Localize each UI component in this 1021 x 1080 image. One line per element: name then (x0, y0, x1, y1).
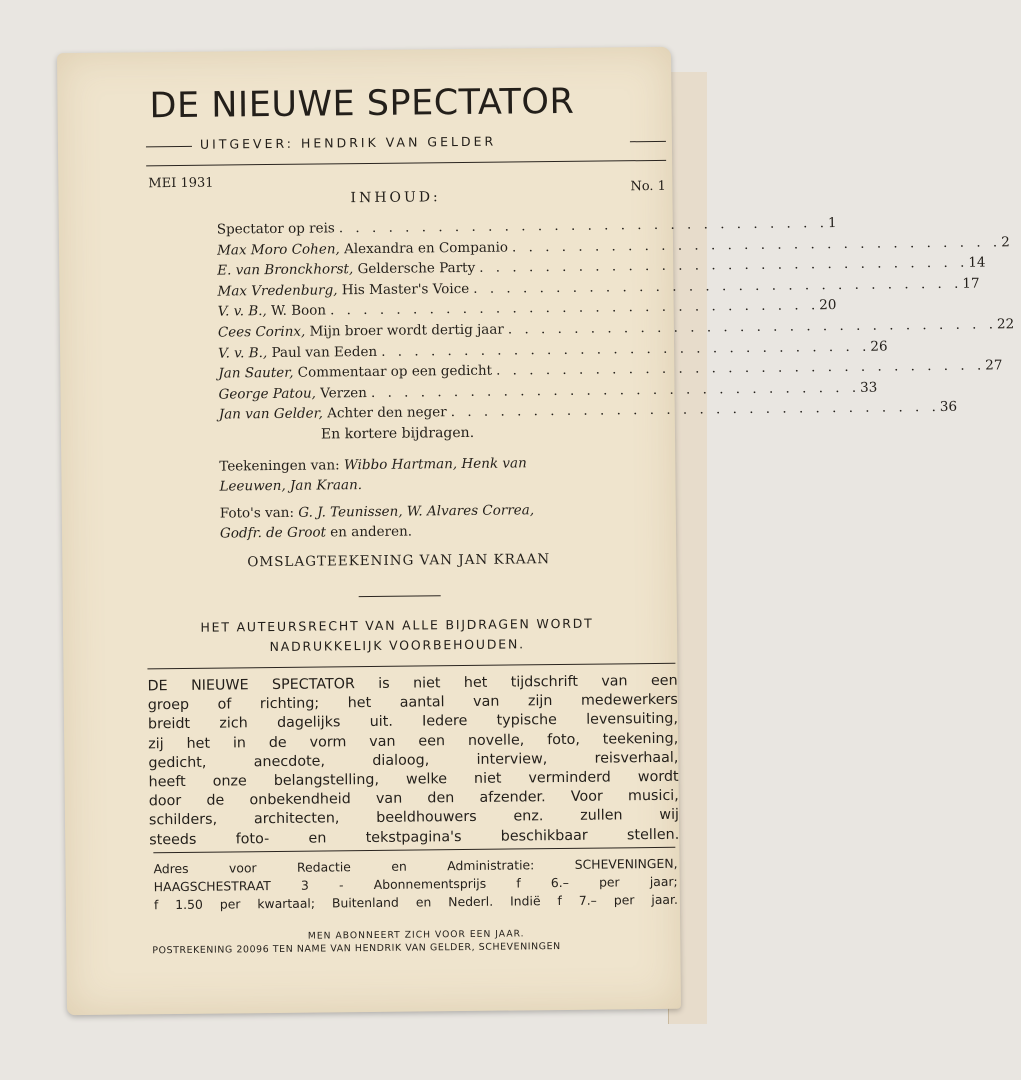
toc-title: Alexandra en Companio (343, 239, 509, 257)
toc-author: V. v. B., (217, 303, 267, 320)
manifesto-line: schilders, architecten, beeldhouwers enz. zullen wij (148, 807, 680, 829)
issue-date: MEI 1931 (148, 175, 214, 192)
toc-page: 27 (985, 357, 1003, 374)
toc-page: 26 (870, 338, 888, 355)
toc-leader: . . . . . . . . . . . . . . . . . . . . . . . . . . . . . . (495, 357, 986, 379)
postal-account: POSTREKENING 20096 TEN NAME VAN HENDRIK VAN GELDER, SCHEVENINGEN (152, 941, 561, 957)
copyright-notice (147, 613, 647, 658)
toc-entry (218, 399, 958, 427)
manifesto-line: gedicht, anecdote, dialoog, interview, reisverhaal, (148, 749, 679, 772)
address-line: Adres voor Redactie en Administratie: SCHEVENINGEN, (153, 855, 678, 877)
toc-title: W. Boon (271, 302, 327, 320)
photos-suffix: en anderen. (330, 523, 413, 541)
table-of-contents (216, 215, 1015, 428)
toc-author: V. v. B., (218, 344, 268, 362)
toc-page: 36 (939, 399, 958, 416)
publisher-line: UITGEVER: HENDRIK VAN GELDER (199, 133, 497, 152)
manifesto-line: heeft onze belangstelling, welke niet verminderd wordt (148, 768, 679, 791)
photos-names: G. J. Teunissen, W. Alvares Correa, Godfr. de Groot (219, 502, 535, 542)
toc-title: Verzen (320, 384, 368, 402)
toc-leader: . . . . . . . . . . . . . . . . . . . . . . . . . . . . . . (511, 233, 1002, 256)
toc-title: Spectator op reis (216, 220, 335, 238)
subscription-note: MEN ABONNEERT ZICH VOOR EEN JAAR. (307, 928, 525, 942)
toc-heading: INHOUD: (350, 189, 441, 207)
toc-title: Geldersche Party (357, 260, 476, 278)
manifesto-paragraph (148, 672, 680, 850)
drawings-names: Wibbo Hartman, Henk van Leeuwen, Jan Kraan. (219, 455, 527, 495)
toc-title: Paul van Eeden (271, 343, 378, 361)
toc-leader: . . . . . . . . . . . . . . . . . . . . . . . . . . . . . . (338, 215, 829, 237)
manifesto-line: zij het in de vorm van een novelle, foto, teekening, (148, 730, 679, 752)
drawings-label: Teekeningen van: (219, 457, 340, 475)
manifesto-line: groep of richting; het aantal van zijn medewerkers (147, 691, 678, 714)
publisher-rule-right (630, 141, 666, 142)
toc-leader: . . . . . . . . . . . . . . . . . . . . . . . . . . . . . . (381, 338, 871, 360)
manifesto-line: steeds foto- en tekstpagina's beschikbaar stellen. (149, 826, 680, 848)
toc-author: Jan van Gelder, (218, 405, 323, 423)
toc-author: Max Moro Cohen, (216, 240, 340, 259)
toc-page: 17 (962, 275, 980, 292)
publisher-rule-left (146, 146, 192, 147)
toc-more-contributions: En kortere bijdragen. (320, 424, 475, 443)
cover-credit: OMSLAGTEEKENING VAN JAN KRAAN (247, 551, 551, 571)
copyright-line: NADRUKKELIJK VOORBEHOUDEN. (269, 636, 525, 655)
toc-author: Max Vredenburg, (217, 282, 338, 300)
masthead-rule (146, 160, 666, 166)
magazine-page (57, 47, 1015, 1015)
toc-title: Achter den neger (327, 404, 447, 422)
toc-title: His Master's Voice (341, 280, 470, 299)
toc-page: 22 (996, 316, 1015, 333)
address-block (153, 855, 678, 914)
masthead-title: DE NIEUWE SPECTATOR (149, 81, 575, 127)
toc-leader: . . . . . . . . . . . . . . . . . . . . . . . . . . . . . . (507, 316, 998, 338)
toc-page: 33 (860, 379, 878, 396)
toc-title: Commentaar op een gedicht (297, 362, 493, 381)
copyright-line: HET AUTEURSRECHT VAN ALLE BIJDRAGEN WORDT (200, 615, 594, 635)
separator-rule (359, 595, 441, 597)
address-line: HAAGSCHESTRAAT 3 - Abonnementsprijs f 6.– per jaar; (153, 873, 678, 895)
manifesto-line: DE NIEUWE SPECTATOR is niet het tijdschrift van een (147, 672, 678, 695)
toc-page: 14 (968, 254, 986, 271)
toc-leader: . . . . . . . . . . . . . . . . . . . . . . . . . . . . . . (329, 297, 820, 319)
toc-author: E. van Bronckhorst, (217, 261, 354, 279)
toc-page: 20 (819, 297, 837, 314)
manifesto-line: door de onbekendheid van den afzender. Voor musici, (148, 787, 679, 810)
toc-author: Jan Sauter, (218, 364, 294, 382)
address-line: f 1.50 per kwartaal; Buitenland en Nederl. Indië f 7.– per jaar. (153, 891, 678, 913)
toc-leader: . . . . . . . . . . . . . . . . . . . . . . . . . . . . . . (450, 399, 940, 421)
toc-author: Cees Corinx, (217, 323, 306, 341)
issue-number: No. 1 (630, 178, 667, 195)
toc-leader: . . . . . . . . . . . . . . . . . . . . . . . . . . . . . . (479, 254, 969, 277)
toc-leader: . . . . . . . . . . . . . . . . . . . . . . . . . . . . . . (370, 379, 861, 401)
photos-credit (220, 500, 580, 544)
drawings-credit (219, 453, 579, 497)
toc-title: Mijn broer wordt dertig jaar (309, 321, 504, 340)
photos-label: Foto's van: (219, 504, 295, 522)
toc-page: 1 (827, 215, 837, 232)
section-rule (147, 663, 675, 670)
toc-leader: . . . . . . . . . . . . . . . . . . . . . . . . . . . . . . (473, 275, 963, 297)
toc-page: 2 (1001, 233, 1010, 250)
publisher-row (146, 131, 666, 156)
toc-author: George Patou, (218, 385, 316, 403)
manifesto-line: breidt zich dagelijks uit. Iedere typische levensuiting, (147, 711, 679, 733)
